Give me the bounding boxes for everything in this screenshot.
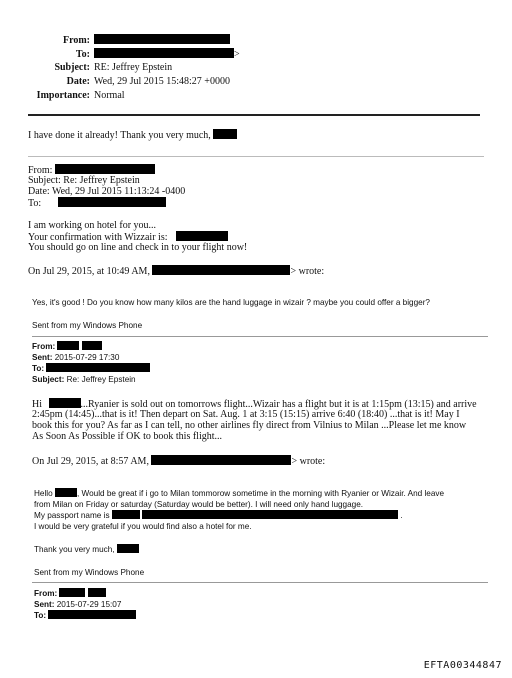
header-to-row (28, 48, 240, 61)
reply-text: I have done it already! Thank you very much, (28, 130, 211, 141)
redacted-block (176, 231, 228, 241)
msg5-sent-from: Sent from my Windows Phone (34, 568, 145, 577)
msg2-from-label: From: (28, 165, 53, 176)
redacted-block (94, 48, 234, 58)
msg5-thanks-text: Thank you very much, (34, 545, 115, 554)
msg3-sent-value: 2015-07-29 17:30 (54, 353, 120, 362)
header-importance-row (28, 90, 125, 102)
header-from-row (28, 34, 230, 47)
from-label: From: (62, 35, 90, 46)
divider (32, 336, 488, 337)
msg4-hi: Hi (32, 399, 42, 410)
msg3-sent-label: Sent: (32, 353, 53, 362)
msg2-body3: You should go on line and check in to your flight now! (28, 242, 248, 253)
redacted-block (57, 341, 79, 350)
redacted-block (94, 34, 230, 44)
redacted-block (59, 588, 85, 597)
reply-line (28, 129, 237, 142)
msg2-date: Date: Wed, 29 Jul 2015 11:13:24 -0400 (28, 186, 186, 197)
divider (28, 156, 484, 157)
subject-value: RE: Jeffrey Epstein (94, 62, 173, 73)
redacted-block (88, 588, 106, 597)
redacted-block (55, 488, 77, 497)
msg4-line2: 2:45pm (14:45)...that is it! Then depart on Sat. Aug. 1 at 3:15 (15:15) arrive 6:40 (18:40) ...that is it! May I (32, 409, 460, 420)
msg5-line3-end: . (400, 511, 403, 520)
msg2-to (28, 197, 166, 210)
redacted-block (213, 129, 237, 139)
msg3-to-label: To: (32, 364, 45, 373)
quote-wrote: > wrote: (291, 456, 326, 467)
msg5-to-label: To: (34, 611, 47, 620)
date-label: Date: (66, 76, 90, 87)
msg5-sent-value: 2015-07-29 15:07 (56, 600, 122, 609)
redacted-block (46, 363, 150, 372)
msg2-subject: Subject: Re: Jeffrey Epstein (28, 175, 140, 186)
to-suffix: > (234, 49, 240, 60)
msg5-line4: I would be very grateful if you would find also a hotel for me. (34, 522, 252, 531)
importance-value: Normal (94, 90, 125, 101)
quote-intro: On Jul 29, 2015, at 8:57 AM, (32, 456, 149, 467)
redacted-block (151, 455, 291, 465)
redacted-block (142, 510, 398, 519)
divider (32, 582, 488, 583)
divider (28, 114, 480, 116)
msg5-line1-text: , Would be great if i go to Milan tommorow sometime in the morning with Ryanier or Wizair. And leave (76, 489, 445, 498)
redacted-block (117, 544, 139, 553)
msg3-from (32, 341, 102, 352)
redacted-block (82, 341, 102, 350)
quote-wrote: > wrote: (290, 266, 325, 277)
msg4-line1-text: ...Ryanier is sold out on tomorrows flight...Wizair has a flight but it is at 1:15pm (13:15) and arrive (80, 399, 477, 410)
msg2-body1: I am working on hotel for you... (28, 220, 157, 231)
msg4-line3: book this for you? As far as I can tell, no other airlines fly direct from Vilnius to Milan ...Please let me know (32, 420, 467, 431)
msg3-line1: Yes, it's good ! Do you know how many kilos are the hand luggage in wizair ? maybe you could offer a bigger? (32, 298, 430, 307)
redacted-block (55, 164, 155, 174)
msg3-subject (32, 374, 136, 385)
msg2-to-label: To: (28, 198, 42, 209)
redacted-block (112, 510, 140, 519)
msg5-from (34, 588, 106, 599)
document-id: EFTA00344847 (423, 660, 502, 671)
msg2-quote-line (28, 265, 324, 278)
msg4-quote-line (32, 455, 325, 468)
msg4-line4: As Soon As Possible if OK to book this flight... (32, 431, 223, 442)
redacted-block (49, 398, 81, 408)
redacted-block (58, 197, 166, 207)
msg3-to (32, 363, 150, 374)
msg3-subject-label: Subject: (32, 375, 65, 384)
msg5-line1 (34, 488, 444, 499)
msg5-line3 (34, 510, 403, 521)
msg5-hello: Hello (34, 489, 53, 498)
msg3-sent (32, 352, 119, 363)
msg5-sent-label: Sent: (34, 600, 55, 609)
redacted-block (152, 265, 290, 275)
header-date-row (28, 76, 230, 88)
subject-label: Subject: (54, 62, 90, 73)
msg5-to (34, 610, 136, 621)
msg5-sent (34, 599, 121, 610)
msg5-from-label: From: (34, 589, 58, 598)
msg5-thanks (34, 544, 139, 555)
msg3-sent-from: Sent from my Windows Phone (32, 321, 143, 330)
msg5-line2: from Milan on Friday or saturday (Saturday would be better). I will need only hand luggage. (34, 500, 364, 509)
msg3-from-label: From: (32, 342, 56, 351)
importance-label: Importance: (36, 90, 90, 101)
msg5-line3-text: My passport name is (34, 511, 110, 520)
to-label: To: (75, 49, 90, 60)
msg2-body2-text: Your confirmation with Wizzair is: (28, 232, 168, 243)
date-value: Wed, 29 Jul 2015 15:48:27 +0000 (94, 76, 230, 87)
quote-intro: On Jul 29, 2015, at 10:49 AM, (28, 266, 150, 277)
header-subject-row (28, 62, 172, 74)
msg3-subject-value: Re: Jeffrey Epstein (66, 375, 136, 384)
redacted-block (48, 610, 136, 619)
